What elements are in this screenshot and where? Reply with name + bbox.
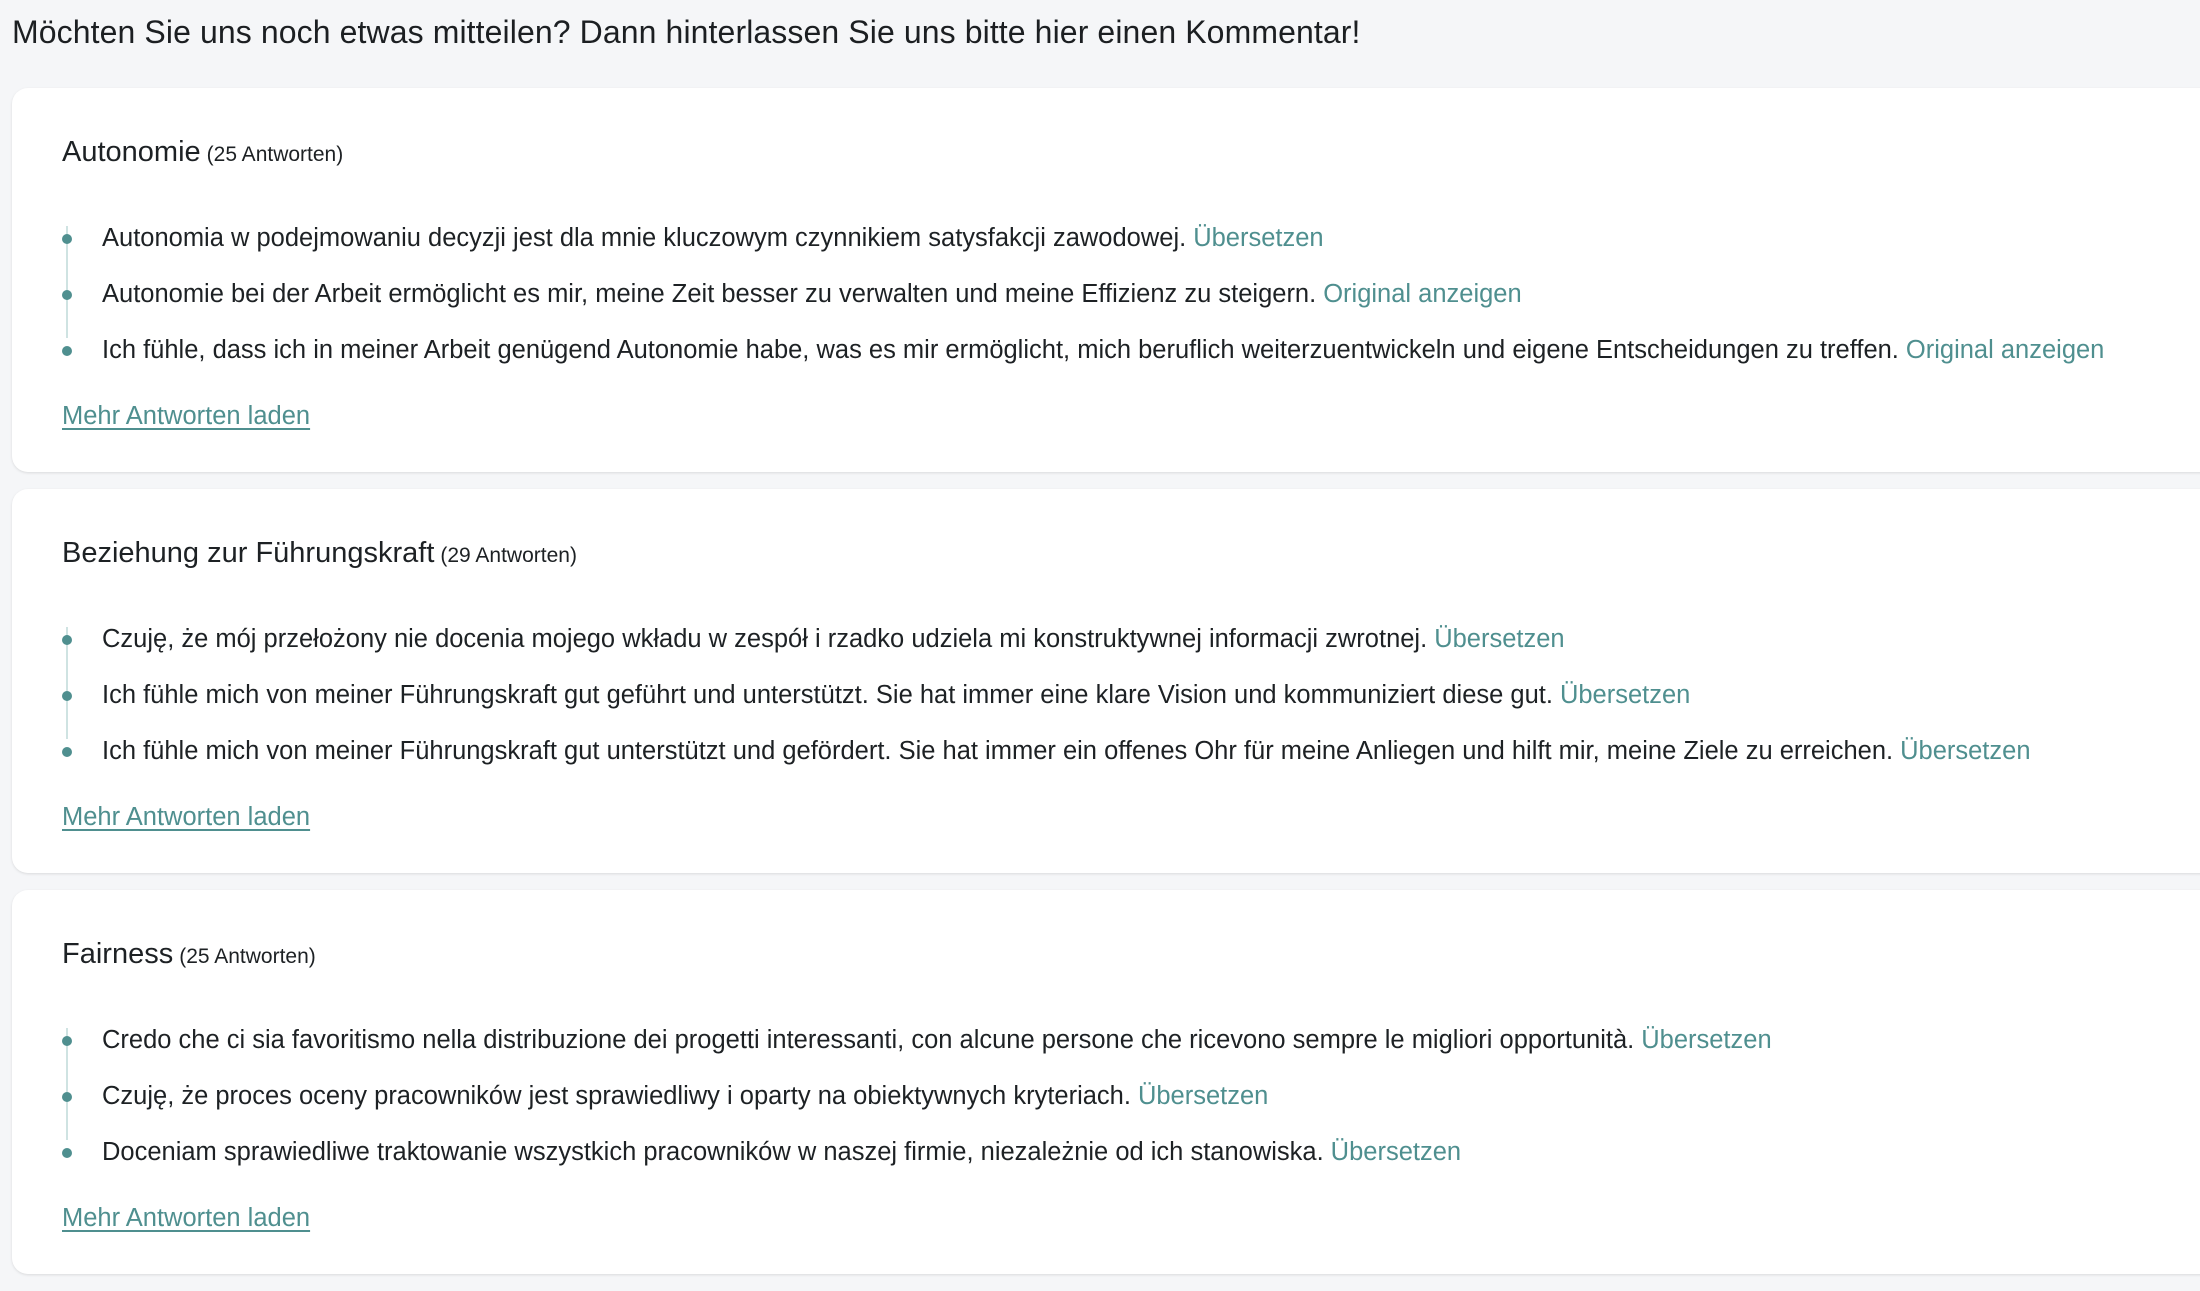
answer-list [62, 611, 2200, 779]
translate-link[interactable]: Übersetzen [1559, 681, 1691, 709]
answer-text: Autonomie bei der Arbeit ermöglicht es mir, meine Zeit besser zu verwalten und meine Effizienz zu steigern. [102, 280, 1317, 308]
bullet-dot-icon [62, 1036, 72, 1046]
section-title [62, 136, 343, 169]
answer-text: Czuję, że mój przełożony nie docenia mojego wkładu w zespół i rzadko udziela mi konstruktywnej informacji zwrotnej. [102, 625, 1428, 653]
section-title-text: Fairness [62, 938, 174, 970]
bullet-dot-icon [62, 747, 72, 757]
bullet-dot-icon [62, 691, 72, 701]
section-title-text: Beziehung zur Führungskraft [62, 537, 435, 569]
bullet-dot-icon [62, 1092, 72, 1102]
answer-item [62, 667, 2200, 723]
answer-item [62, 1124, 2200, 1180]
answer-text: Ich fühle mich von meiner Führungskraft gut unterstützt und gefördert. Sie hat immer ein offenes Ohr für meine Anliegen und hilft mir, meine Ziele zu erreichen. [102, 737, 1894, 765]
answer-item [62, 210, 2200, 266]
bullet-dot-icon [62, 1148, 72, 1158]
answer-list [62, 210, 2200, 378]
section-card-beziehung-zur-fuehrungskraft [12, 489, 2200, 873]
bullet-dot-icon [62, 346, 72, 356]
translate-link[interactable]: Übersetzen [1193, 224, 1324, 252]
answer-text: Doceniam sprawiedliwe traktowanie wszystkich pracowników w naszej firmie, niezależnie od ich stanowiska. [102, 1138, 1324, 1166]
bullet-dot-icon [62, 234, 72, 244]
answer-item [62, 1068, 2200, 1124]
answer-text: Czuję, że proces oceny pracowników jest sprawiedliwy i oparty na obiektywnych kryteriach. [102, 1082, 1131, 1110]
show-original-link[interactable]: Original anzeigen [1905, 336, 2105, 364]
translate-link[interactable]: Übersetzen [1330, 1138, 1462, 1166]
translate-link[interactable]: Übersetzen [1137, 1082, 1269, 1110]
section-answer-count: (29 Antworten) [440, 544, 577, 567]
translate-link[interactable]: Übersetzen [1900, 737, 2031, 765]
answer-text: Ich fühle mich von meiner Führungskraft gut geführt und unterstützt. Sie hat immer eine klare Vision und kommuniziert diese gut. [102, 681, 1553, 709]
section-answer-count: (25 Antworten) [179, 945, 316, 968]
bullet-dot-icon [62, 635, 72, 645]
translate-link[interactable]: Übersetzen [1641, 1026, 1772, 1054]
load-more-answers-link[interactable]: Mehr Antworten laden [62, 1204, 311, 1232]
comment-sections [12, 88, 2200, 1291]
answer-item [62, 611, 2200, 667]
answer-text: Credo che ci sia favoritismo nella distribuzione dei progetti interessanti, con alcune persone che ricevono sempre le migliori opportunità. [102, 1026, 1635, 1054]
answer-text: Autonomia w podejmowaniu decyzji jest dla mnie kluczowym czynnikiem satysfakcji zawodowej. [102, 224, 1187, 252]
load-more-answers-link[interactable]: Mehr Antworten laden [62, 402, 311, 430]
section-answer-count: (25 Antworten) [206, 143, 344, 166]
translate-link[interactable]: Übersetzen [1434, 625, 1565, 653]
section-card-autonomie [12, 88, 2200, 472]
answer-item [62, 1012, 2200, 1068]
bullet-dot-icon [62, 290, 72, 300]
answer-text: Ich fühle, dass ich in meiner Arbeit genügend Autonomie habe, was es mir ermöglicht, mich beruflich weiterzuentwickeln und eigene Entscheidungen zu treffen. [102, 336, 1899, 364]
show-original-link[interactable]: Original anzeigen [1323, 280, 1522, 308]
page-title: Möchten Sie uns noch etwas mitteilen? Dann hinterlassen Sie uns bitte hier einen Kommentar! [12, 14, 1361, 50]
load-more-answers-link[interactable]: Mehr Antworten laden [62, 803, 311, 831]
answer-item [62, 322, 2200, 378]
section-title [62, 537, 577, 570]
section-title [62, 938, 316, 971]
answer-list [62, 1012, 2200, 1180]
section-card-fairness [12, 890, 2200, 1274]
answer-item [62, 266, 2200, 322]
answer-item [62, 723, 2200, 779]
section-title-text: Autonomie [62, 136, 201, 168]
